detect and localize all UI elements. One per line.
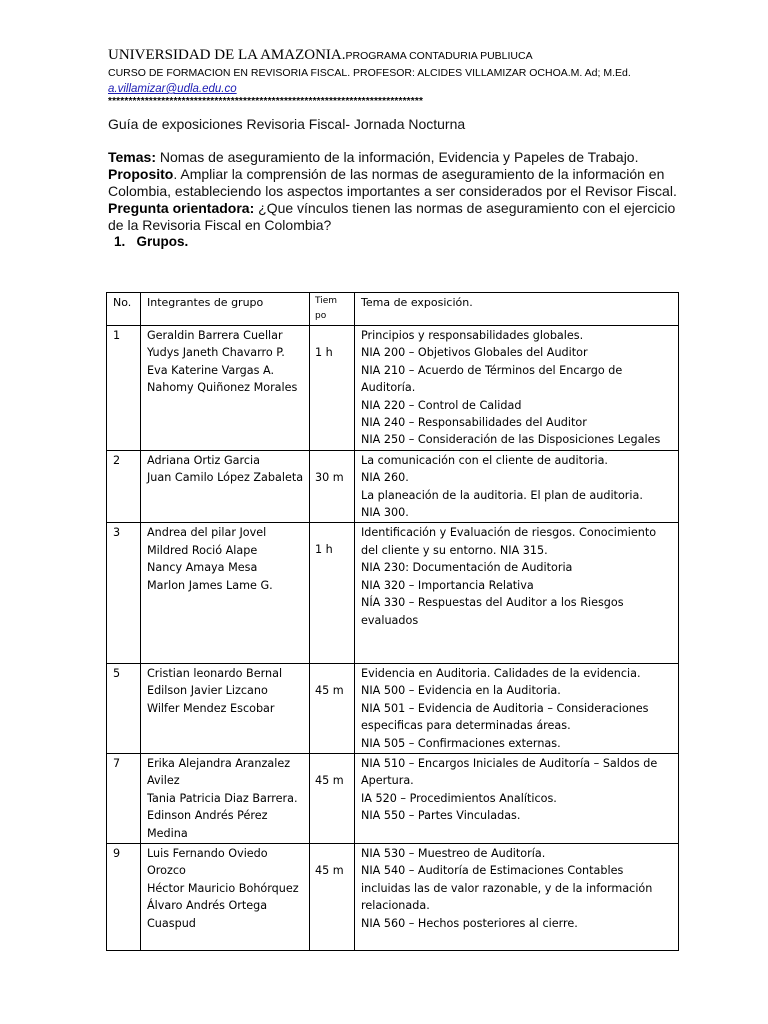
topic-line: NIA 230: Documentación de Auditoria xyxy=(361,561,573,575)
presentation-time: 45 m xyxy=(310,663,355,753)
member-name: Luis Fernando Oviedo Orozco xyxy=(147,846,268,878)
topic-line: Identificación y Evaluación de riesgos. Conocimiento del cliente y su entorno. NIA 315. xyxy=(361,526,657,557)
presentation-time: 45 m xyxy=(310,843,355,950)
header-time-b: po xyxy=(315,311,327,321)
group-members xyxy=(141,753,310,843)
topic-line: NIA 320 – Importancia Relativa xyxy=(361,578,534,592)
presentation-topics xyxy=(355,450,679,523)
groups-table xyxy=(106,292,679,951)
table-row xyxy=(107,753,679,843)
presentation-topics xyxy=(355,663,679,753)
group-number: 2 xyxy=(107,450,141,523)
topic-line: NIA 540 – Auditoría de Estimaciones Contables incluidas las de valor razonable, y de la información relacionada. xyxy=(361,864,653,913)
member-name: Wilfer Mendez Escobar xyxy=(147,701,275,715)
member-name: Geraldin Barrera Cuellar xyxy=(147,329,283,342)
program-name: PROGRAMA CONTADURIA PUBLIUCA xyxy=(345,50,533,62)
section-heading xyxy=(114,234,680,249)
topic-line: NIA 500 – Evidencia en la Auditoria. xyxy=(361,684,561,698)
header-no: No. xyxy=(107,293,141,326)
temas-label: Temas: xyxy=(108,149,156,165)
topic-line: NIA 250 – Consideración de las Disposiciones Legales xyxy=(361,433,661,447)
section-title: Grupos. xyxy=(136,234,189,249)
university-name: UNIVERSIDAD DE LA AMAZONIA. xyxy=(108,47,346,63)
topic-line: NIA 505 – Confirmaciones externas. xyxy=(361,736,561,750)
group-number: 1 xyxy=(107,326,141,451)
topic-line: NIA 560 – Hechos posteriores al cierre. xyxy=(361,916,578,930)
presentation-topics xyxy=(355,843,679,950)
member-name: Cristian leonardo Bernal xyxy=(147,666,283,680)
group-number: 9 xyxy=(107,843,141,950)
group-number: 7 xyxy=(107,753,141,843)
member-name: Eva Katerine Vargas A. xyxy=(147,363,274,377)
topic-line: Principios y responsabilidades globales. xyxy=(361,329,584,342)
member-name: Adriana Ortiz Garcia xyxy=(147,453,260,467)
presentation-topics xyxy=(355,523,679,663)
section-number: 1. xyxy=(114,234,126,249)
topic-line: NIA 240 – Responsabilidades del Auditor xyxy=(361,416,587,430)
group-members xyxy=(141,523,310,663)
guide-title: Guía de exposiciones Revisoria Fiscal- Jornada Nocturna xyxy=(108,116,466,132)
header-members: Integrantes de grupo xyxy=(141,293,310,326)
topic-line: NIA 220 – Control de Calidad xyxy=(361,398,522,412)
presentation-time: 45 m xyxy=(310,753,355,843)
presentation-time: 1 h xyxy=(310,326,355,451)
course-line: CURSO DE FORMACION EN REVISORIA FISCAL. PROFESOR: ALCIDES VILLAMIZAR OCHOA.M. Ad; M.Ed. xyxy=(108,67,631,79)
member-name: Álvaro Andrés Ortega Cuaspud xyxy=(147,899,268,930)
group-members xyxy=(141,450,310,523)
topic-line: NIA 210 – Acuerdo de Términos del Encargo de Auditoría. xyxy=(361,363,623,395)
topic-line: NIA 510 – Encargos Iniciales de Auditoría – Saldos de Apertura. xyxy=(361,756,658,788)
member-name: Juan Camilo López Zabaleta xyxy=(147,471,304,485)
document-page xyxy=(108,46,680,249)
member-name: Edinson Andrés Pérez Medina xyxy=(147,809,268,840)
star-divider: ***************************************************************************** xyxy=(108,97,424,107)
topic-line: NIA 260. xyxy=(361,471,409,485)
topic-line: NIA 530 – Muestreo de Auditoría. xyxy=(361,846,546,860)
group-members xyxy=(141,663,310,753)
topic-line: NIA 501 – Evidencia de Auditoria – Consideraciones especificas para determinadas áreas. xyxy=(361,701,649,733)
header-time-a: Tiem xyxy=(315,296,338,306)
header-time xyxy=(310,293,355,326)
member-name: Tania Patricia Diaz Barrera. xyxy=(147,791,298,805)
header-topic: Tema de exposición. xyxy=(355,293,679,326)
proposito-label: Proposito xyxy=(108,166,174,182)
topic-line: NIA 550 – Partes Vinculadas. xyxy=(361,809,521,823)
member-name: Erika Alejandra Aranzalez Avilez xyxy=(147,756,291,788)
table-row xyxy=(107,523,679,663)
table-header-row xyxy=(107,293,679,326)
member-name: Edilson Javier Lizcano xyxy=(147,684,268,698)
temas-text: Nomas de aseguramiento de la información, Evidencia y Papeles de Trabajo. xyxy=(155,149,639,165)
table-row xyxy=(107,326,679,451)
member-name: Nahomy Quiñonez Morales xyxy=(147,381,298,395)
presentation-topics xyxy=(355,326,679,451)
topic-line: NÍA 330 – Respuestas del Auditor a los Riesgos evaluados xyxy=(361,596,624,627)
member-name: Andrea del pilar Jovel xyxy=(147,526,267,540)
topic-line: IA 520 – Procedimientos Analíticos. xyxy=(361,791,557,805)
pregunta-text: ¿Que vínculos tienen las normas de aseguramiento con el ejercicio de la Revisoria Fiscal en Colombia? xyxy=(108,200,676,233)
header-university-line xyxy=(108,46,680,65)
table-row xyxy=(107,843,679,950)
presentation-topics xyxy=(355,753,679,843)
topic-line: NIA 200 – Objetivos Globales del Auditor xyxy=(361,346,588,360)
group-number: 5 xyxy=(107,663,141,753)
member-name: Nancy Amaya Mesa xyxy=(147,561,258,575)
member-name: Héctor Mauricio Bohórquez xyxy=(147,881,299,895)
member-name: Mildred Roció Alape xyxy=(147,543,258,557)
topic-line: La planeación de la auditoria. El plan de auditoria. xyxy=(361,488,643,502)
member-name: Yudys Janeth Chavarro P. xyxy=(147,346,285,360)
group-number: 3 xyxy=(107,523,141,663)
proposito-paragraph xyxy=(108,166,680,200)
presentation-time: 1 h xyxy=(310,523,355,663)
proposito-text: . Ampliar la comprensión de las normas de aseguramiento de la información en Colombia, estableciendo los aspectos importantes a ser considerados por el Revisor Fiscal. xyxy=(108,166,677,199)
table-row xyxy=(107,663,679,753)
temas-paragraph xyxy=(108,149,680,166)
topic-line: La comunicación con el cliente de auditoria. xyxy=(361,453,608,467)
table-row xyxy=(107,450,679,523)
member-name: Marlon James Lame G. xyxy=(147,578,273,592)
presentation-time: 30 m xyxy=(310,450,355,523)
pregunta-label: Pregunta orientadora: xyxy=(108,200,255,216)
email-link[interactable]: a.villamizar@udla.edu.co xyxy=(108,83,237,95)
pregunta-paragraph xyxy=(108,200,680,234)
topic-line: Evidencia en Auditoria. Calidades de la evidencia. xyxy=(361,666,641,680)
topic-line: NIA 300. xyxy=(361,506,409,520)
group-members xyxy=(141,326,310,451)
group-members xyxy=(141,843,310,950)
